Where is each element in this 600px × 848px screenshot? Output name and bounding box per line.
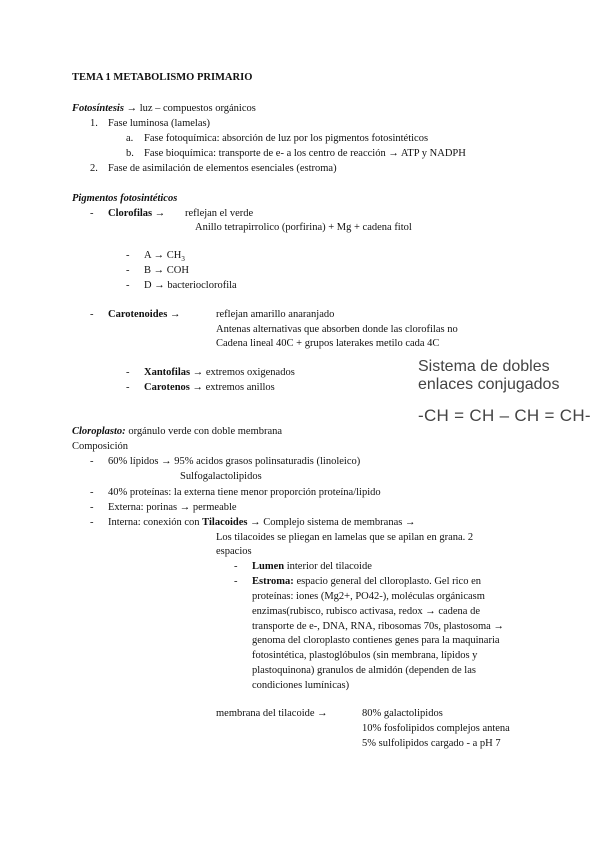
fotosintesis-definition: → luz – compuestos orgánicos: [123, 103, 256, 114]
lipidos-subitem: Sulfogalactolipidos: [180, 471, 262, 482]
estroma-item: Estroma: espacio general del clloroplasto. Gel rico en: [252, 576, 481, 587]
carotenoides-line: [108, 308, 180, 321]
bullet-dash: -: [90, 517, 94, 528]
bullet-dash: -: [126, 250, 130, 261]
xantofilas-label: Xantofilas: [144, 367, 191, 378]
estroma-line-7: plastoquinona) granulos de almidón (dependen de las: [252, 665, 476, 676]
bullet-dash: -: [126, 280, 130, 291]
cloroplasto-label: Cloroplasto:: [72, 426, 126, 437]
bullet-dash: -: [90, 309, 94, 320]
fotosintesis-label: Fotosíntesis: [72, 103, 124, 114]
fotosintesis-line: [72, 102, 256, 115]
membrana-comp-2: 10% fosfolipidos complejos antena: [362, 723, 510, 734]
carotenoides-desc-1: reflejan amarillo anaranjado: [216, 309, 335, 320]
membrana-comp-3: 5% sulfolipidos cargado - a pH 7: [362, 738, 501, 749]
carotenoides-desc-2: Antenas alternativas que absorben donde las clorofilas no: [216, 324, 458, 335]
bullet-dash: -: [90, 208, 94, 219]
estroma-line-8: condiciones lumínicas): [252, 680, 350, 691]
estroma-line-6: fotosintética, plastoglóbulos (sin membrana, lípidos y: [252, 650, 478, 661]
image-caption-line-2: enlaces conjugados: [418, 376, 560, 393]
clorofilas-arrow: →: [152, 208, 166, 219]
xantofilas-desc: → extremos oxigenados: [190, 367, 295, 378]
estroma-line-2: proteínas: iones (Mg2+, PO42-), moléculas orgánicasm: [252, 591, 485, 602]
document-title: TEMA 1 METABOLISMO PRIMARIO: [72, 72, 253, 83]
clorofila-d: D → bacterioclorofila: [144, 280, 237, 291]
carotenoides-label: Carotenoides: [108, 309, 168, 320]
tilacoides-desc-1: Los tilacoides se pliegan en lamelas que se apilan en grana. 2: [216, 532, 474, 543]
interna-item: Interna: conexión con Tilacoides → Complejo sistema de membranas →: [108, 517, 416, 528]
fase-bioquimica: Fase bioquímica: transporte de e- a los centro de reacción → ATP y NADPH: [144, 148, 466, 159]
list-number: 1.: [90, 118, 98, 129]
membrana-comp-1: 80% galactolipidos: [362, 708, 443, 719]
estroma-line-3: enzimas(rubisco, rubisco activasa, redox → cadena de: [252, 606, 480, 617]
lumen-label: Lumen: [252, 561, 285, 572]
carotenoides-desc-3: Cadena lineal 40C + grupos laterakes metilo cada 4C: [216, 338, 440, 349]
cloroplasto-definition: orgánulo verde con doble membrana: [125, 426, 283, 437]
estroma-label: Estroma:: [252, 576, 294, 587]
fase-fotoquimica: Fase fotoquímica: absorción de luz por los pigmentos fotosintéticos: [144, 133, 429, 144]
carotenos-line: [144, 381, 275, 394]
list-number: 2.: [90, 163, 98, 174]
composicion-label: Composición: [72, 441, 129, 452]
bullet-dash: -: [234, 561, 238, 572]
fase-asimilacion: Fase de asimilación de elementos esenciales (estroma): [108, 163, 337, 174]
tilacoides-label: Tilacoides: [202, 517, 248, 528]
fase-luminosa: Fase luminosa (lamelas): [108, 118, 211, 129]
clorofilas-label: Clorofilas: [108, 208, 153, 219]
pigmentos-heading: Pigmentos fotosintéticos: [72, 193, 178, 204]
proteinas-item: 40% proteínas: la externa tiene menor proporción proteína/lipido: [108, 487, 381, 498]
image-caption-line-1: Sistema de dobles: [418, 358, 550, 375]
bullet-dash: -: [90, 502, 94, 513]
lumen-item: Lumen interior del tilacoide: [252, 561, 372, 572]
clorofila-a: $A \to CH_3$: [144, 250, 185, 264]
conjugated-double-bonds-image: [418, 358, 596, 430]
clorofila-b: B → COH: [144, 265, 189, 276]
lipidos-item: 60% lípidos → 95% acidos grasos polinsaturadis (linoleico): [108, 456, 361, 467]
clorofilas-line: [108, 207, 165, 220]
carotenoides-arrow: →: [167, 309, 181, 320]
image-formula: -CH = CH – CH = CH-: [418, 406, 591, 425]
bullet-dash: -: [234, 576, 238, 587]
estroma-line-5: genoma del cloroplasto contienes genes para la maquinaria: [252, 635, 500, 646]
list-letter: b.: [126, 148, 134, 159]
bullet-dash: -: [90, 456, 94, 467]
estroma-line-4: transporte de e-, DNA, RNA, ribosomas 70s, plastosoma →: [252, 621, 504, 632]
bullet-dash: -: [126, 367, 130, 378]
bullet-dash: -: [126, 265, 130, 276]
tilacoides-desc-2: espacios: [216, 546, 252, 557]
membrana-tilacoide-label: membrana del tilacoide →: [216, 708, 328, 719]
xantofilas-line: [144, 366, 295, 379]
bullet-dash: -: [90, 487, 94, 498]
bullet-dash: -: [126, 382, 130, 393]
carotenos-desc: → extremos anillos: [189, 382, 275, 393]
list-letter: a.: [126, 133, 134, 144]
clorofilas-structure: Anillo tetrapirrolico (porfirina) + Mg + cadena fitol: [195, 222, 412, 233]
clorofilas-desc: reflejan el verde: [185, 208, 254, 219]
externa-item: Externa: porinas → permeable: [108, 502, 237, 513]
cloroplasto-line: [72, 425, 282, 438]
carotenos-label: Carotenos: [144, 382, 190, 393]
